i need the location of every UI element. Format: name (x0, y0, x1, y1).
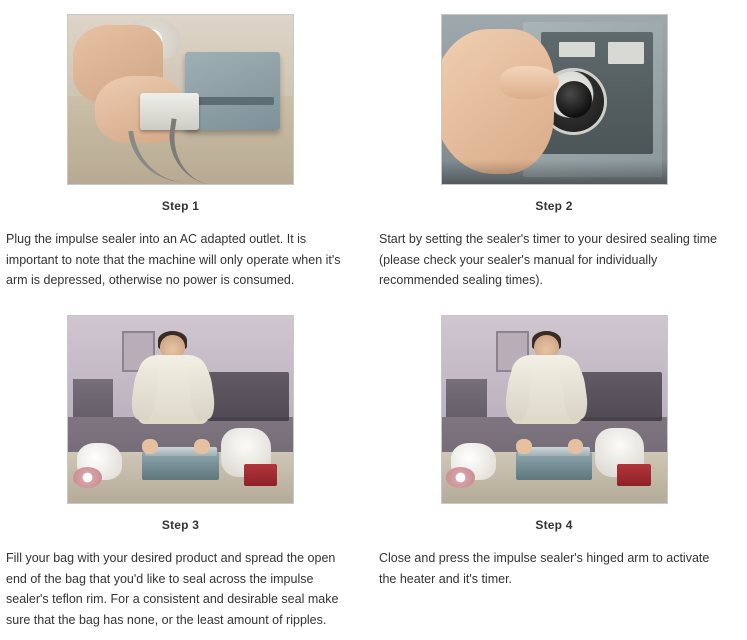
step-3-description: Fill your bag with your desired product and spread the open end of the bag that you'd like to seal across the impulse sealer's teflon rim. For a consistent and desirable seal make sure that the bag has none, or the least amount of ripples. (6, 550, 339, 627)
step-4-image (441, 315, 668, 504)
photo-finger (500, 66, 559, 100)
photo-roll-left (446, 467, 475, 488)
photo-shadow (442, 160, 667, 184)
photo-panel-label-left (559, 42, 595, 57)
photo-hand-right (568, 439, 584, 454)
step-2-image (441, 14, 668, 185)
step-3-label: Step 3 (161, 517, 200, 532)
photo-hand-right (194, 439, 210, 454)
step-card-4 (373, 301, 747, 640)
step-card-2 (373, 0, 747, 301)
step-2-label: Step 2 (535, 199, 573, 213)
step-2-description: Start by setting the sealer's timer to your desired sealing time (please check your sealer's manual for individually recommended sealing times). (379, 232, 717, 288)
step-3-image (67, 315, 294, 504)
photo-panel-label-right (608, 42, 644, 64)
photo-sealer (516, 452, 593, 480)
step-2-photo-wrap (377, 14, 731, 185)
step-1-description: Plug the impulse sealer into an AC adapted outlet. It is important to note that the machine will only operate when it's arm is depressed, otherwise no power is consumed. (6, 232, 341, 288)
photo-sealer (142, 452, 219, 480)
step-1-image (67, 14, 294, 185)
photo-roll-left (73, 467, 102, 488)
photo-red-box (244, 464, 278, 486)
photo-red-box (617, 464, 651, 486)
step-4-photo-wrap (377, 315, 731, 504)
step-3-photo-wrap (4, 315, 357, 504)
step-1-label: Step 1 (161, 199, 200, 213)
step-4-label: Step 4 (535, 517, 573, 532)
step-1-photo-wrap (4, 14, 357, 185)
photo-chairs-left (446, 379, 487, 416)
photo-hand-left (142, 439, 158, 454)
step-card-1 (0, 0, 373, 301)
photo-chairs-left (73, 379, 114, 416)
step-card-3 (0, 301, 373, 640)
photo-chairs-right (208, 372, 289, 421)
photo-hand (441, 29, 555, 174)
photo-chairs-right (581, 372, 662, 421)
photo-sealer-body (185, 52, 280, 130)
photo-hand-left (516, 439, 532, 454)
step-4-description: Close and press the impulse sealer's hinged arm to activate the heater and it's timer. (379, 550, 710, 586)
